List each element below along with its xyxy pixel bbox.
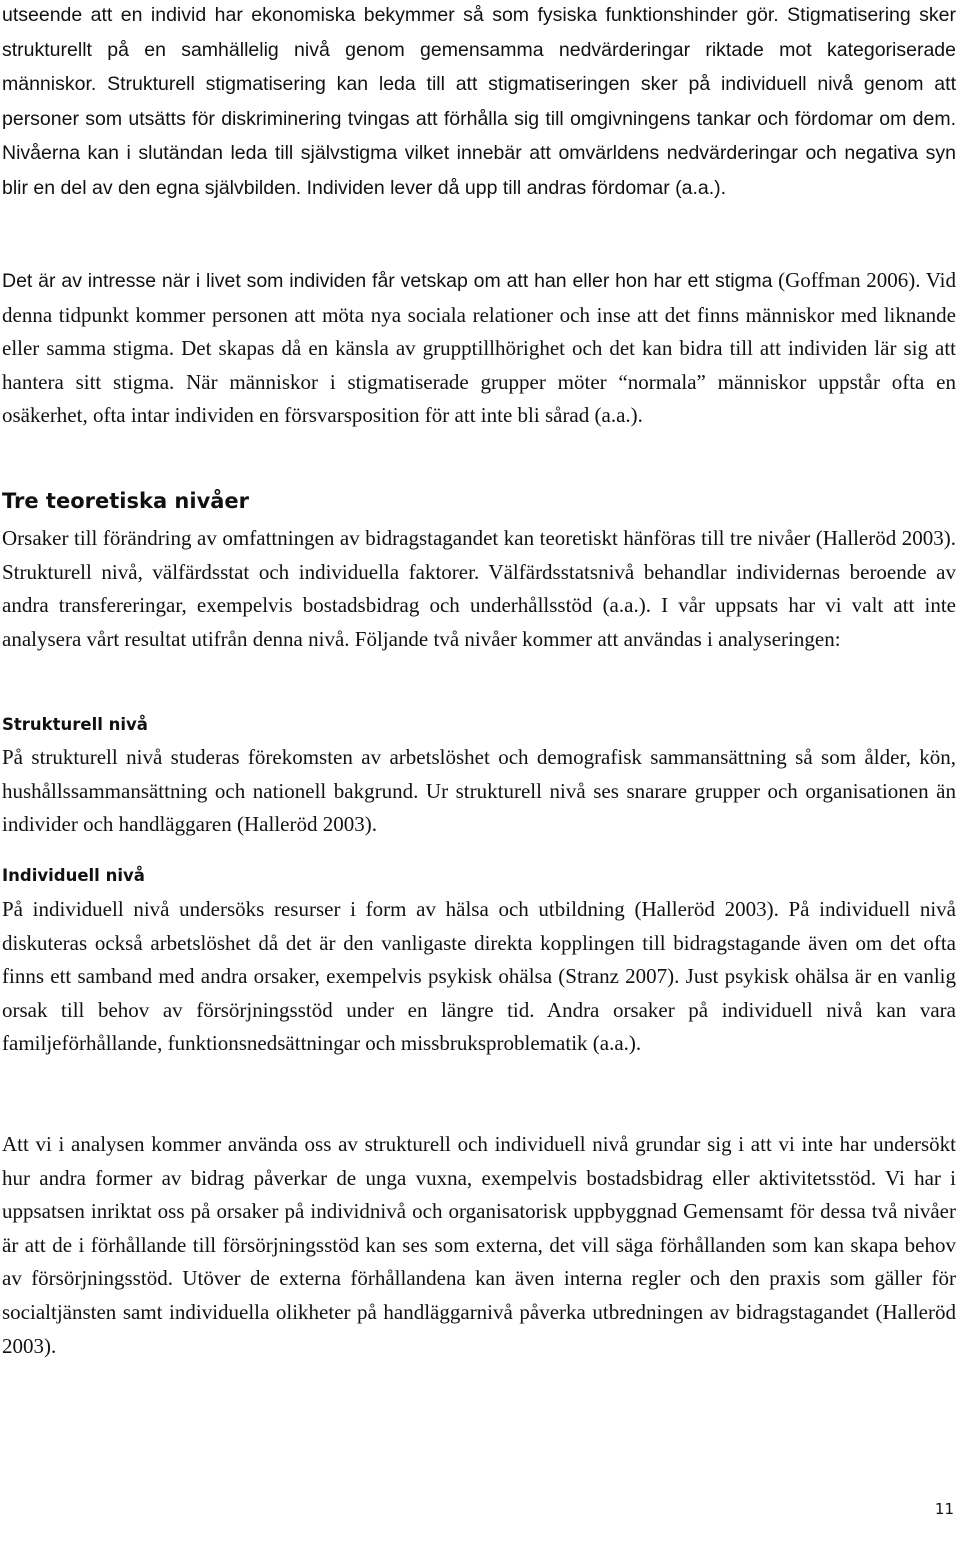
paragraph-text-segment: Strukturell stigmatisering kan leda till att stigmatiseringen sker på individuell nivå genom att personer som utsätts för diskriminering tvingas att förhålla sig till omgivningens tankar och fördomar om dem. <box>2 73 956 130</box>
subheading-individuell-niva: Individuell nivå <box>2 866 145 885</box>
paragraph-analysen: Att vi i analysen kommer använda oss av strukturell och individuell nivå grundar sig i att vi inte har undersökt hur andra former av bidrag påverkar de unga vuxna, exempelvis bostadsbidrag eller aktivitetsstöd. Vi har i uppsatsen inriktat oss på orsaker på individnivå och organisatorisk uppbyggnad Gemensamt för dessa två nivåer är att de i förhållande till försörjningsstöd kan ses som externa, det vill säga förhållanden som kan skapa behov av försörjningsstöd. Utöver de externa förhållandena kan även interna regler och den praxis som gäller för socialtjänsten samt individuella olikheter på handläggarnivå påverka utbredningen av bidragstagandet (Halleröd 2003). <box>2 1132 956 1358</box>
paragraph-text-segment: Det är av intresse när i livet som individen får vetskap om att han eller hon har ett stigma <box>2 270 773 292</box>
paragraph-orsaker: Orsaker till förändring av omfattningen av bidragstagandet kan teoretiskt hänföras till tre nivåer (Halleröd 2003). Strukturell nivå, välfärdsstat och individuella faktorer. Välfärdsstatsnivå behandlar individernas beroende av andra transfereringar, exempelvis bostadsbidrag och underhållsstöd (a.a.). I vår uppsats har vi valt att inte analysera vårt resultat utifrån denna nivå. Följande två nivåer kommer att användas i analyseringen: <box>2 526 956 651</box>
page-number: 11 <box>934 1500 954 1518</box>
paragraph-goffman <box>2 264 956 433</box>
section-heading-tre-teoretiska-nivaer: Tre teoretiska nivåer <box>2 489 250 513</box>
subheading-strukturell-niva: Strukturell nivå <box>2 715 148 734</box>
paragraph-text-segment: utseende att en individ har ekonomiska bekymmer så som fysiska funktionshinder gör. Stigmatisering sker strukturellt på en samhällelig nivå genom gemensamma nedvärderingar riktade mot kategoriserade människor. <box>2 4 956 96</box>
paragraph-text-segment: Nivåerna kan i slutändan leda till självstigma vilket innebär att omvärldens nedvärderingar och negativa syn blir en del av den egna självbilden. Individen lever då upp till andras fördomar (a.a.). <box>2 142 956 199</box>
paragraph-individuell: På individuell nivå undersöks resurser i form av hälsa och utbildning (Halleröd 2003). På individuell nivå diskuteras också arbetslöshet då det är den vanligaste direkta kopplingen till bidragstagande även om det ofta finns ett samband med andra orsaker, exempelvis psykisk ohälsa (Stranz 2007). Just psykisk ohälsa är en vanlig orsak till behov av försörjningsstöd under en längre tid. Andra orsaker på individuell nivå kan vara familjeförhållande, funktionsnedsättningar och missbruksproblematik (a.a.). <box>2 897 956 1056</box>
paragraph-text-segment: (Goffman 2006). Vid denna tidpunkt kommer personen att möta nya sociala relationer och inse att det finns människor med liknande eller samma stigma. Det skapas då en känsla av grupptillhörighet och det kan bidra till att individen lär sig att hantera sitt stigma. När människor i stigmatiserade grupper möter “normala” människor uppstår ofta en osäkerhet, ofta intar individen en försvarsposition för att inte bli sårad (a.a.). <box>2 268 956 428</box>
paragraph-strukturell: På strukturell nivå studeras förekomsten av arbetslöshet och demografisk sammansättning så som ålder, kön, hushållssammansättning och nationell bakgrund. Ur strukturell nivå ses snarare grupper och organisationen än individer och handläggaren (Halleröd 2003). <box>2 745 956 837</box>
paragraph-stigmatisering <box>2 0 956 206</box>
